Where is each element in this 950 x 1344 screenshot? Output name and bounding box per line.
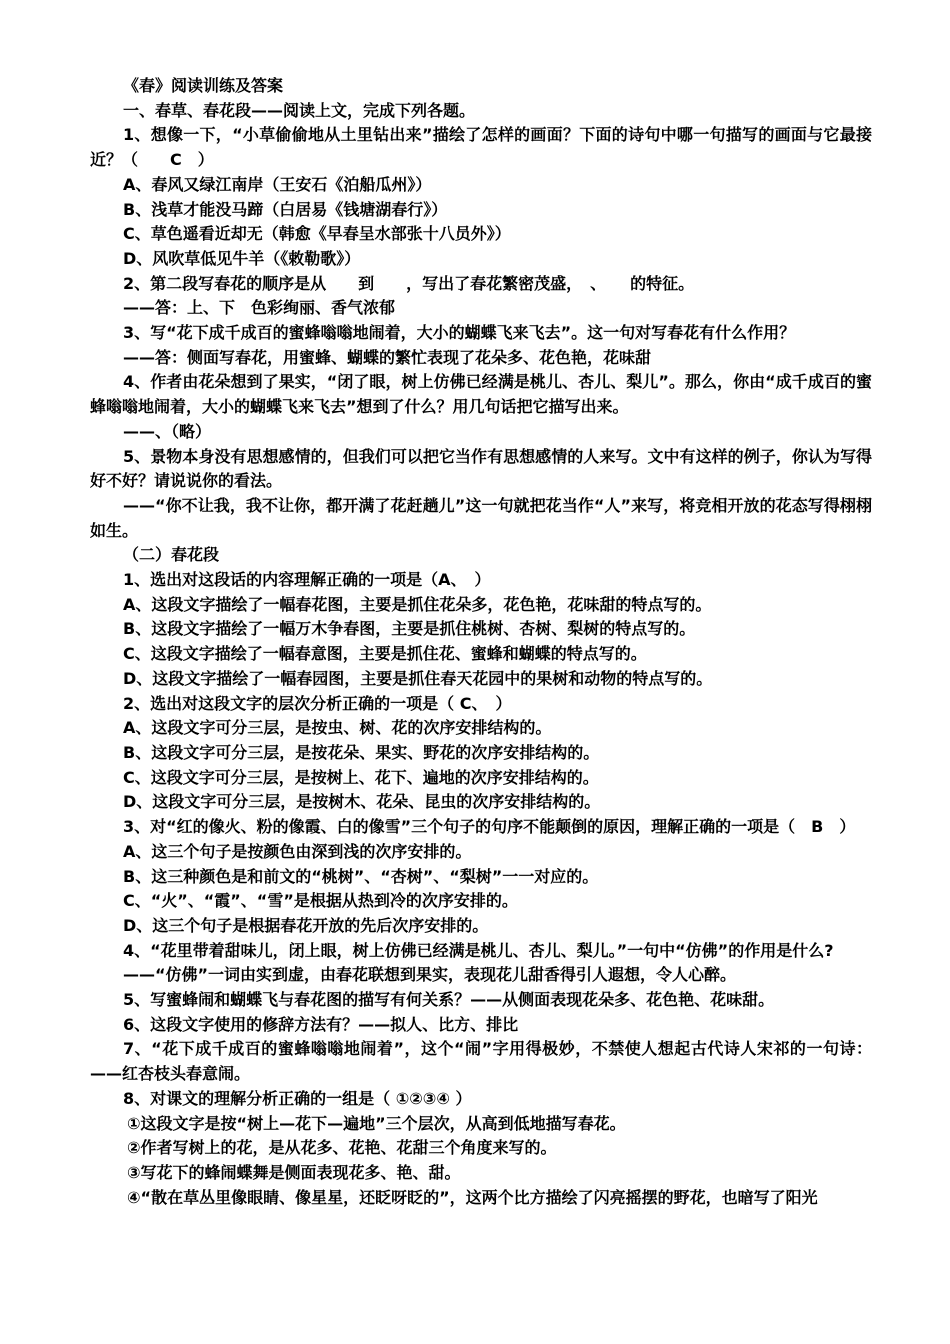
text-line: 《春》阅读训练及答案 (123, 76, 284, 95)
text-line: D、这段文字描绘了一幅春园图，主要是抓住春天花园中的果树和动物的特点写的。 (123, 668, 713, 688)
text-line: 8、对课文的理解分析正确的一组是（ ①②③④ ） (123, 1088, 472, 1108)
text-line: B、浅草才能没马蹄（白居易《钱塘湖春行》） (123, 199, 448, 219)
text-line: 6、这段文字使用的修辞方法有？——拟人、比方、排比 (123, 1014, 519, 1034)
text-line: ④“散在草丛里像眼睛、像星星，还眨呀眨的”，这两个比方描绘了闪亮摇摆的野花，也暗写了阳光 (127, 1187, 818, 1207)
text-line: 7、“花下成千成百的蜜蜂嗡嗡地闹着”，这个“闹”字用得极妙，不禁使人想起古代诗人宋祁的一句诗：——红杏枝头春意闹。 (90, 1039, 872, 1084)
text-line: B、这三种颜色是和前文的“桃树”、“杏树”、“梨树”一一对应的。 (123, 866, 599, 886)
text-line: ③写花下的蜂闹蝶舞是侧面表现花多、艳、甜。 (127, 1162, 461, 1182)
text-line: （二）春花段 (123, 545, 220, 565)
text-line: 5、景物本身没有思想感情的，但我们可以把它当作有思想感情的人来写。文中有这样的例子，你认为写得好不好？请说说你的看法。 (90, 446, 872, 491)
text-line: ①这段文字是按“树上—花下—遍地”三个层次，从高到低地描写春花。 (127, 1113, 626, 1133)
text-line: ——答：侧面写春花，用蜜蜂、蝴蝶的繁忙表现了花朵多、花色艳，花味甜 (123, 347, 652, 367)
text-line: ——、（略） (123, 421, 212, 441)
text-line: 1、想像一下，“小草偷偷地从土里钻出来”描绘了怎样的画面？下面的诗句中哪一句描写的画面与它最接近？（ C ） (90, 125, 872, 170)
text-line: A、这段文字可分三层，是按虫、树、花的次序安排结构的。 (123, 718, 552, 738)
text-line: D、这段文字可分三层，是按树木、花朵、昆虫的次序安排结构的。 (123, 792, 601, 812)
text-line: 5、写蜜蜂闹和蝴蝶飞与春花图的描写有何关系？——从侧面表现花朵多、花色艳、花味甜。 (123, 990, 775, 1010)
text-line: C、这段文字可分三层，是按树上、花下、遍地的次序安排结构的。 (123, 767, 599, 787)
text-line: B、这段文字描绘了一幅万木争春图，主要是抓住桃树、杏树、梨树的特点写的。 (123, 619, 696, 639)
text-line: ②作者写树上的花，是从花多、花艳、花甜三个角度来写的。 (127, 1138, 557, 1158)
text-line: C、“火”、“霞”、“雪”是根据从热到冷的次序安排的。 (123, 891, 518, 911)
text-line: 一、春草、春花段——阅读上文，完成下列各题。 (123, 100, 476, 120)
text-line: C、草色遥看近却无（韩愈《早春呈水部张十八员外》） (123, 224, 511, 244)
text-line: 4、“花里带着甜味儿，闭上眼，树上仿佛已经满是桃儿、杏儿、梨儿。”一句中“仿佛”的作用是什么? (123, 940, 834, 960)
text-line: C、这段文字描绘了一幅春意图，主要是抓住花、蜜蜂和蝴蝶的特点写的。 (123, 644, 647, 664)
text-line: A、这三个句子是按颜色由深到浅的次序安排的。 (123, 841, 472, 861)
text-line: 1、选出对这段话的内容理解正确的一项是（A、 ） (123, 570, 491, 590)
text-line: 2、选出对这段文字的层次分析正确的一项是（ C、 ） (123, 693, 512, 713)
text-line: 3、写“花下成千成百的蜜蜂嗡嗡地闹着，大小的蝴蝶飞来飞去”。这一句对写春花有什么作用？ (123, 323, 796, 343)
text-line: ——“仿佛”一词由实到虚，由春花联想到果实，表现花儿甜香得引人遐想，令人心醉。 (123, 965, 737, 985)
text-line: ——答：上、下 色彩绚丽、香气浓郁 (123, 298, 396, 318)
text-line: A、春风又绿江南岸（王安石《泊船瓜州》） (123, 174, 432, 194)
text-line: 3、对“红的像火、粉的像霞、白的像雪”三个句子的句序不能颠倒的原因，理解正确的一项是（ B ） (123, 817, 856, 837)
text-line: D、这三个句子是根据春花开放的先后次序安排的。 (123, 915, 489, 935)
text-line: A、这段文字描绘了一幅春花图，主要是抓住花朵多，花色艳，花味甜的特点写的。 (123, 594, 712, 614)
text-line: B、这段文字可分三层，是按花朵、果实、野花的次序安排结构的。 (123, 742, 600, 762)
document-body (90, 74, 872, 1210)
text-line: D、风吹草低见牛羊（《敕勒歌》） (123, 248, 361, 268)
text-line: 2、第二段写春花的顺序是从 到 ，写出了春花繁密茂盛， 、 的特征。 (123, 273, 695, 293)
text-line: 4、作者由花朵想到了果实，“闭了眼，树上仿佛已经满是桃儿、杏儿、梨儿”。那么，你由“成千成百的蜜蜂嗡嗡地闹着，大小的蝴蝶飞来飞去”想到了什么？用几句话把它描写出来。 (90, 372, 872, 417)
text-line: ——“你不让我，我不让你，都开满了花赶趟儿”这一句就把花当作“人”来写，将竞相开放的花态写得栩栩如生。 (90, 495, 872, 540)
